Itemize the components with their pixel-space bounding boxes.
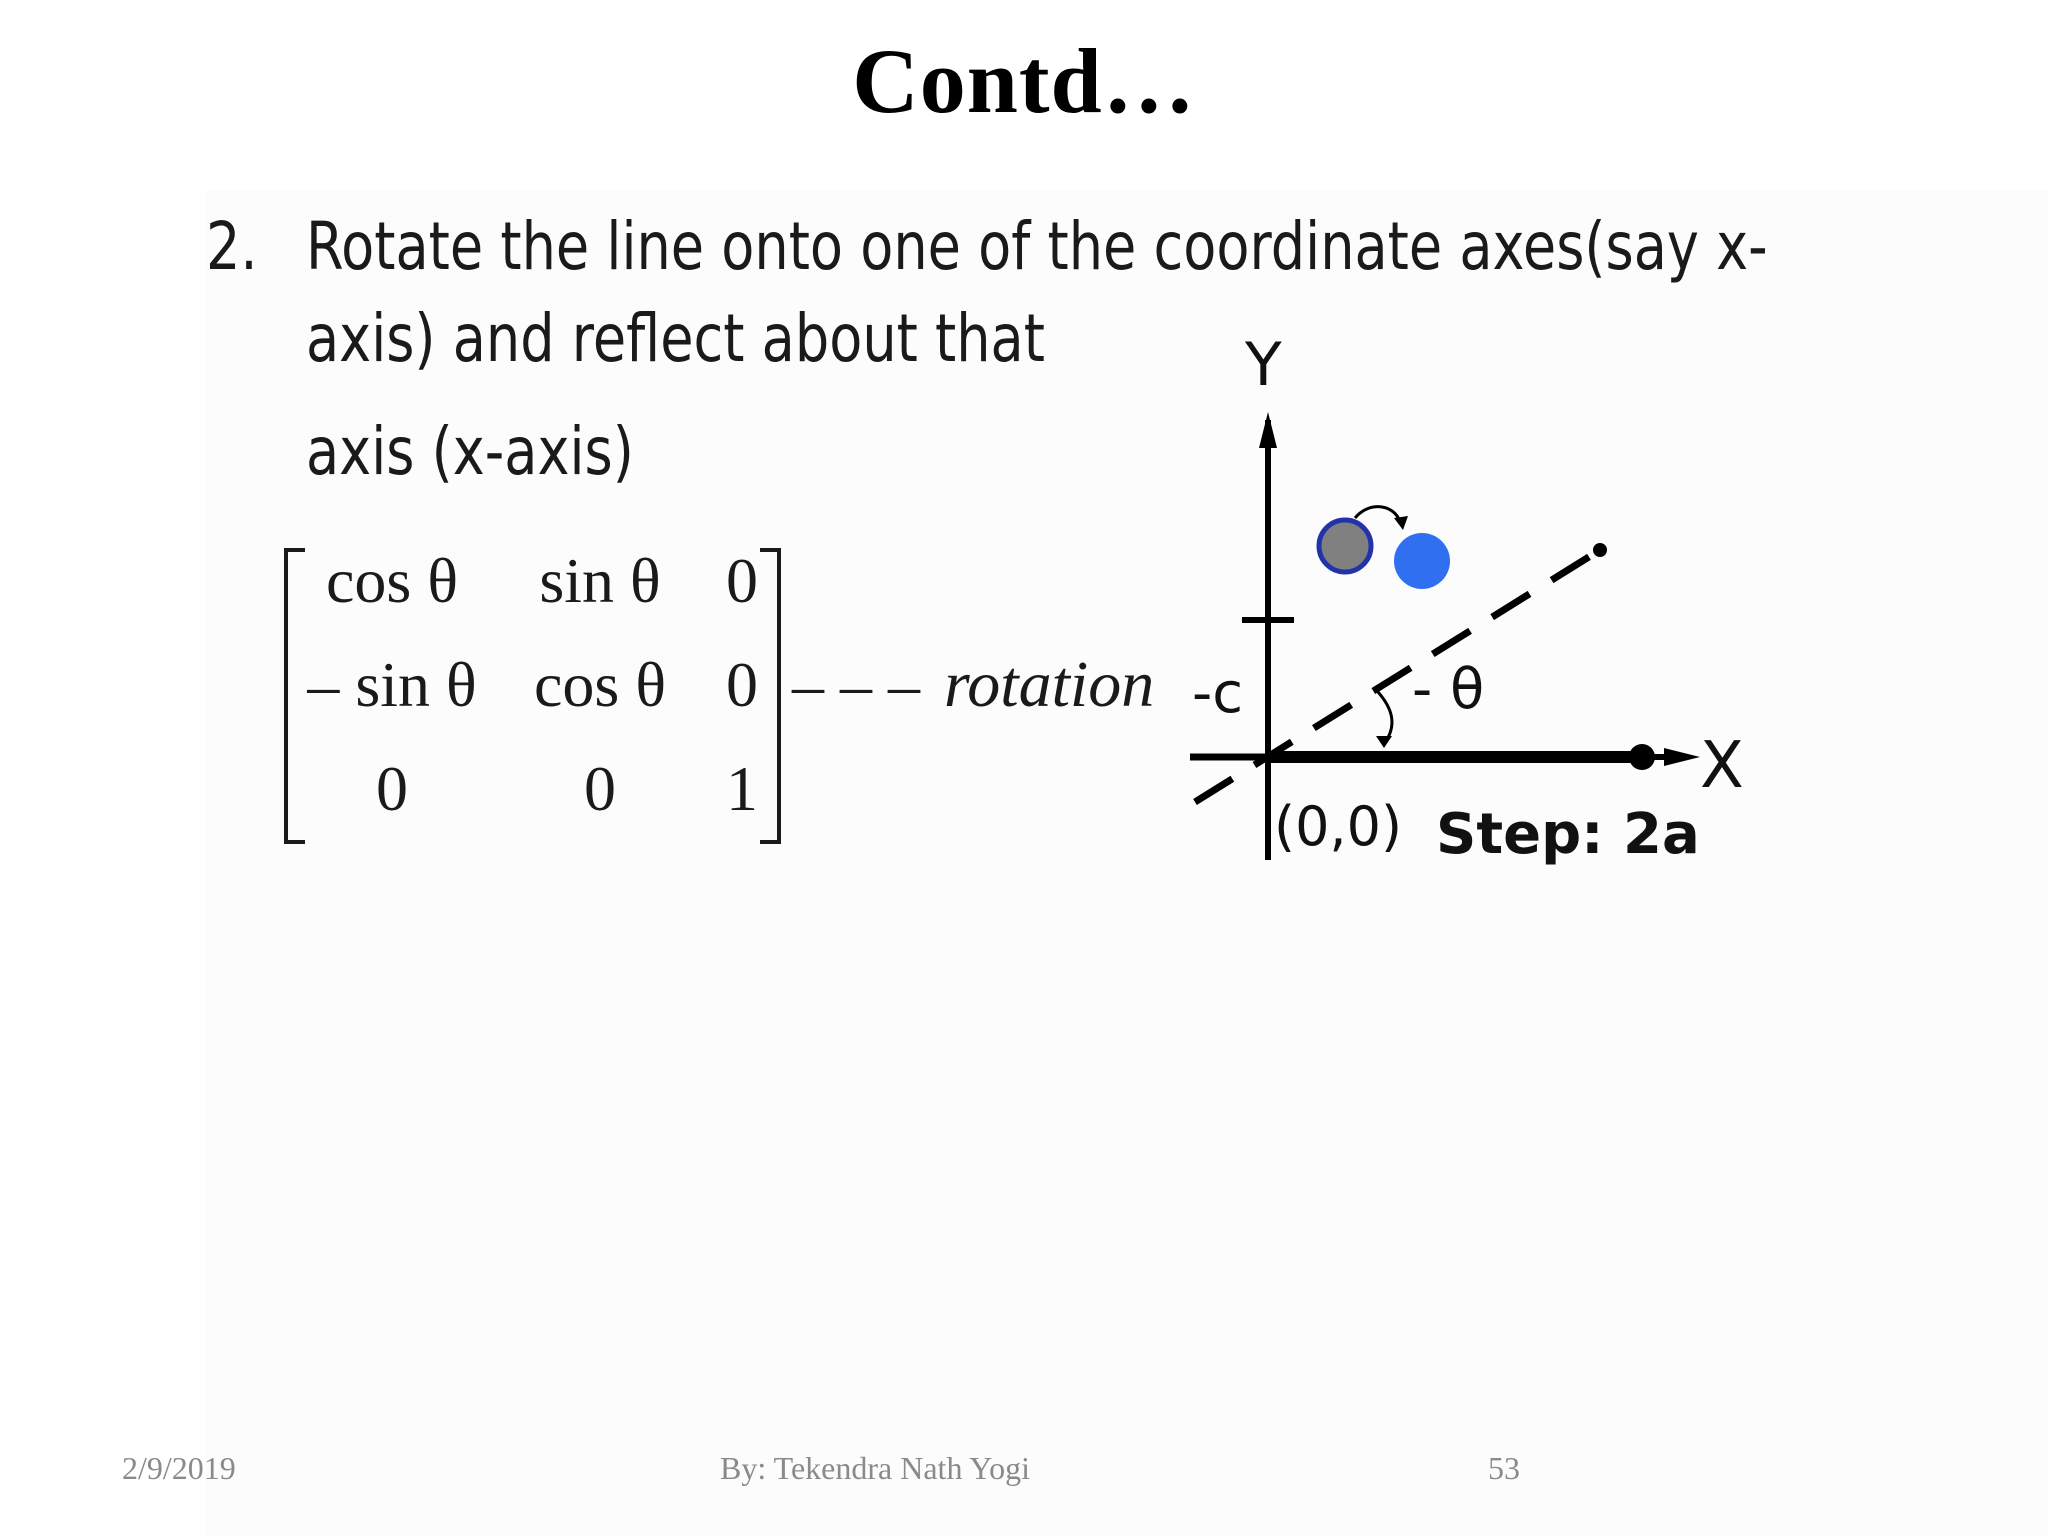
matrix-cell-r1c2: sin θ — [539, 545, 661, 616]
matrix-grid — [306, 545, 758, 824]
slide-title: Contd… — [852, 30, 1196, 132]
x-axis-arrow — [1664, 748, 1700, 766]
origin-label: (0,0) — [1274, 795, 1403, 858]
angle-arc-arrow — [1376, 736, 1392, 748]
footer-author: By: Tekendra Nath Yogi — [720, 1450, 1031, 1486]
intercept-label: -c — [1192, 661, 1243, 726]
matrix-cell-r1c3: 0 — [726, 545, 758, 616]
matrix-cell-r2c1: – sin θ — [307, 649, 477, 720]
step-text-line-3: axis (x-axis) — [306, 413, 634, 490]
matrix-cell-r2c3: 0 — [726, 649, 758, 720]
step-text-line-1: Rotate the line onto one of the coordinate axes(say x- — [306, 208, 1768, 285]
grey-circle — [1319, 520, 1371, 572]
footer-date: 2/9/2019 — [122, 1450, 236, 1486]
dashed-line-end-dot — [1593, 543, 1607, 557]
matrix-right-bracket — [760, 550, 779, 842]
x-axis-label: X — [1700, 729, 1744, 803]
curved-arrow-head — [1394, 516, 1408, 530]
step-text-line-2: axis) and reflect about that — [306, 300, 1045, 377]
step-number: 2. — [206, 208, 258, 285]
y-axis-label: Y — [1245, 330, 1282, 400]
matrix-cell-r3c1: 0 — [376, 753, 408, 824]
blue-circle — [1394, 533, 1450, 589]
step-label: Step: 2a — [1436, 802, 1700, 867]
curved-arrow — [1355, 507, 1400, 522]
angle-label: - θ — [1412, 657, 1485, 722]
dashed-reflection-line — [1195, 550, 1600, 802]
matrix-cell-r3c3: 1 — [726, 753, 758, 824]
y-axis-arrow — [1259, 412, 1277, 448]
footer-page-number: 53 — [1488, 1450, 1520, 1486]
matrix-annotation-dashes: – – – — [792, 649, 920, 720]
matrix-cell-r3c2: 0 — [584, 753, 616, 824]
matrix-left-bracket — [286, 550, 305, 842]
matrix-cell-r2c2: cos θ — [534, 649, 666, 720]
matrix-annotation-label: rotation — [944, 648, 1155, 721]
matrix-cell-r1c1: cos θ — [326, 545, 458, 616]
coordinate-diagram — [1190, 330, 1744, 867]
